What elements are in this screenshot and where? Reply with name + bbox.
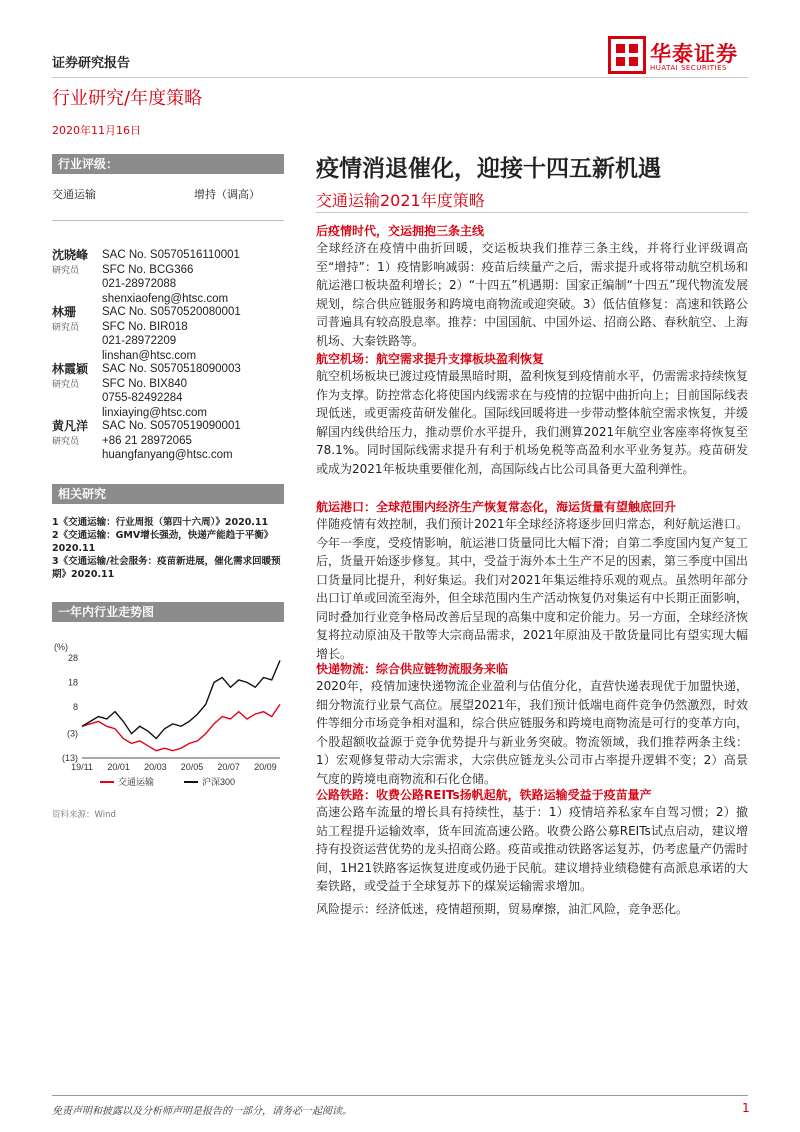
- legend-label: 交通运输: [118, 777, 155, 787]
- analyst-name: 沈晓峰: [52, 248, 89, 262]
- analyst-sac: SAC No. S0570520080001: [102, 306, 241, 318]
- related-item[interactable]: 2《交通运输：GMV增长强劲，快递产能趋于平衡》2020.11: [52, 530, 274, 554]
- industry-trend-chart: [52, 636, 288, 796]
- section-heading: 公路铁路：收费公路REITs扬帆起航，铁路运输受益于疫苗量产: [316, 788, 652, 802]
- analyst-email[interactable]: shenxiaofeng@htsc.com: [102, 292, 229, 305]
- analyst-phone: 0755-82492284: [102, 392, 183, 404]
- series-line: [82, 660, 280, 738]
- analyst-phone: 021-28972088: [102, 278, 177, 290]
- analyst-email[interactable]: linxiaying@htsc.com: [102, 406, 207, 419]
- y-tick-label: (3): [67, 728, 78, 739]
- analyst-name: 林霞颖: [52, 362, 89, 376]
- footer-disclaimer: 免责声明和披露以及分析师声明是报告的一部分，请务必一起阅读。: [52, 1106, 352, 1117]
- analyst-contact: [102, 419, 241, 463]
- logo-text-cn: 华泰证券: [650, 42, 738, 66]
- x-tick-label: 20/09: [254, 762, 277, 772]
- section-body: 航空机场板块已渡过疫情最黑暗时期，盈利恢复到疫情前水平，仍需需求持续恢复作为支撑。防控常态化将使国内线需求在与疫情的拉锯中曲折向上；目前国际线表现低迷，或更需疫苗研发催化。国际线回暖将进一步带动整体航空需求恢复，并缓解国内线供给压力，推动票价水平提升，我们测算2021年航空业客座率将恢复至78.1%。同时国际线需求提升有利于机场免税等高盈利水平业务复苏。疫苗研发或成为2021年板块重要催化剂，高国际线占比公司具备更大盈利弹性。: [316, 369, 749, 476]
- x-tick-label: 20/01: [107, 762, 130, 772]
- analyst-contact: [102, 248, 240, 306]
- report-category: 行业研究/年度策略: [52, 88, 203, 109]
- analyst-sfc: SFC No. BIX840: [102, 377, 188, 390]
- huatai-logo-icon: [608, 36, 646, 74]
- rating-heading: 行业评级：: [52, 154, 284, 174]
- header-divider: [52, 77, 748, 78]
- page-number: 1: [742, 1101, 750, 1115]
- related-item[interactable]: 1《交通运输：行业周报（第四十六周）》2020.11: [52, 517, 269, 528]
- x-tick-label: 19/11: [71, 762, 93, 772]
- analyst-card: [52, 305, 292, 365]
- analyst-sac: SAC No. S0570518090003: [102, 363, 241, 375]
- footer-divider: [52, 1095, 748, 1096]
- report-type-label: 证券研究报告: [52, 56, 131, 71]
- report-date: 2020年11月16日: [52, 124, 141, 137]
- section-heading: 航运港口：全球范围内经济生产恢复常态化，海运货量有望触底回升: [316, 500, 677, 514]
- risk-warning: 风险提示：经济低迷，疫情超预期，贸易摩擦，油汇风险，竞争恶化。: [316, 902, 689, 916]
- analyst-contact: [102, 305, 241, 363]
- legend-label: 沪深300: [202, 777, 236, 787]
- sidebar-divider: [52, 220, 284, 221]
- y-tick-label: 28: [67, 653, 78, 663]
- related-item[interactable]: 3《交通运输/社会服务：疫苗新进展，催化需求回暖预期》2020.11: [52, 556, 281, 580]
- series-line: [82, 704, 280, 750]
- analyst-card: [52, 419, 292, 467]
- section-heading: 航空机场：航空需求提升支撑板块盈利恢复: [316, 352, 545, 366]
- analyst-card: [52, 248, 292, 308]
- chart-source: 资料来源：Wind: [52, 810, 116, 820]
- x-tick-label: 20/03: [144, 762, 167, 772]
- trend-heading: 一年内行业走势图: [52, 602, 284, 622]
- y-tick-label: 18: [67, 677, 78, 688]
- analyst-email[interactable]: huangfanyang@htsc.com: [102, 449, 233, 461]
- analyst-contact: [102, 362, 241, 420]
- report-subtitle: 交通运输2021年度策略: [316, 191, 485, 210]
- y-tick-label: (13): [61, 753, 78, 763]
- section-body: 高速公路车流量的增长具有持续性，基于：1）疫情培养私家车自驾习惯；2）撤站工程提升运输效率，货车回流高速公路。收费公路公募REITs试点启动，建议增持有投资运营优势的龙头招商公路。疫苗或推动铁路客运复苏，仍考虑量产仍需时间，1H21铁路客运恢复进度或仍逊于民航。建议增持业绩稳健有高派息承诺的大秦铁路，或受益于全球复苏下的煤炭运输需求增加。: [316, 805, 749, 893]
- related-heading: 相关研究: [52, 484, 284, 504]
- x-tick-label: 20/05: [180, 762, 204, 772]
- section-body: 全球经济在疫情中曲折回暖，交运板块我们推荐三条主线，并将行业评级调高至“增持”：1）疫情影响减弱：疫苗后续量产之后，需求提升或将带动航空机场和航运港口板块盈利增长；2）“十四五”机遇期：国家正编制“十四五”现代物流发展规划，综合供应链服务和跨境电商物流或迎突破。3）低估值修复：高速和铁路公司普遍具有较高股息率。推荐：中国国航、中国外运、招商公路、春秋航空、上海机场、大秦铁路等。: [316, 241, 749, 348]
- section-heading: 后疫情时代，交运拥抱三条主线: [316, 224, 485, 238]
- section-heading: 快递物流：综合供应链物流服务来临: [316, 662, 509, 676]
- report-title: 疫情消退催化，迎接十四五新机遇: [316, 156, 661, 182]
- analyst-email[interactable]: linshan@htsc.com: [102, 349, 197, 362]
- analyst-role: 研究员: [52, 437, 80, 447]
- analyst-role: 研究员: [52, 266, 80, 276]
- analyst-phone: 021-28972209: [102, 335, 177, 347]
- section-body: 伴随疫情有效控制，我们预计2021年全球经济将逐步回归常态，利好航运港口。今年一季度，受疫情影响，航运港口货量同比大幅下滑；自第二季度国内复产复工后，货量开始逐步修复。其中，受益于海外本土生产不足的因素，第三季度中国出口货量同比提升，利好集运。我们对2021年集运维持乐观的观点。虽然明年部分出口订单或回流至海外，但全球范围内生产活动恢复仍对集运有中长期正面影响，同时叠加行业竞争格局改善后呈现的高集中度和定价能力。另一方面，全球经济恢复将拉动原油及干散等大宗商品需求，2021年原油及干散货量同比有望实现大幅增长。: [316, 517, 749, 661]
- analyst-name: 黄凡洋: [52, 419, 89, 433]
- analyst-phone: +86 21 28972065: [102, 434, 192, 447]
- y-tick-label: 8: [72, 701, 78, 712]
- analyst-sfc: SFC No. BCG366: [102, 263, 194, 276]
- logo-text-en: HUATAI SECURITIES: [650, 64, 727, 72]
- analyst-sac: SAC No. S0570519090001: [102, 420, 241, 432]
- chart-ylabel: (%): [54, 642, 68, 652]
- rating-value: 增持（调高）: [194, 188, 260, 201]
- analyst-name: 林珊: [52, 305, 77, 319]
- analyst-sac: SAC No. S0570516110001: [102, 249, 240, 261]
- analyst-role: 研究员: [52, 323, 80, 333]
- rating-sector: 交通运输: [52, 188, 96, 201]
- analyst-role: 研究员: [52, 380, 80, 390]
- analyst-sfc: SFC No. BIR018: [102, 320, 188, 333]
- title-divider: [316, 212, 748, 213]
- section-body: 2020年，疫情加速快递物流企业盈利与估值分化，直营快递表现优于加盟快递，细分物流行业景气高位。展望2021年，我们预计低端电商件竞争仍然激烈，时效件等细分市场竞争相对温和，综合供应链服务和跨境电商物流是可行的变革方向，个股超额收益源于竞争优势提升与新业务突破。物流领域，我们推荐两条主线：1）宏观修复带动大宗需求，大宗供应链龙头公司市占率提升逻辑不变；2）高景气度的跨境电商物流和石化仓储。: [316, 679, 749, 786]
- analyst-card: [52, 362, 292, 422]
- x-tick-label: 20/07: [217, 762, 240, 772]
